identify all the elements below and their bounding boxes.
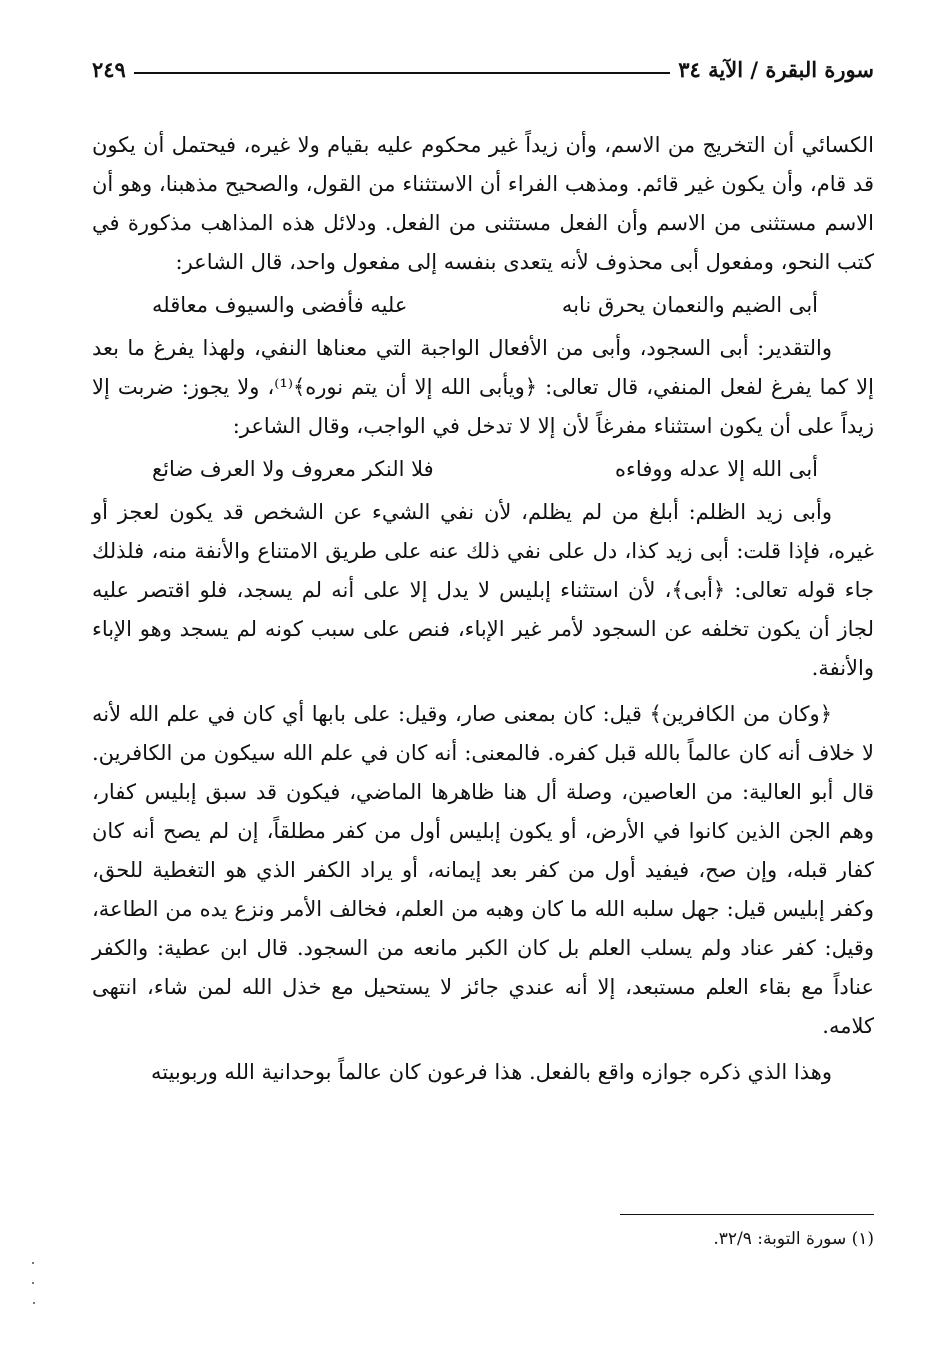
scan-speck bbox=[33, 1302, 35, 1304]
page-number: ٢٤٩ bbox=[92, 56, 126, 82]
paragraph-1: الكسائي أن التخريج من الاسم، وأن زيداً غير محكوم عليه بقيام ولا غيره، فيحتمل أن يكون قد قام، وأن يكون غير قائم. ومذهب الفراء أن الاستثناء من القول، والصحيح مذهبنا، وهو أن الاسم مستثنى من الاسم وأن الفعل مستثنى من الفعل. ودلائل هذه المذاهب مذكورة في كتب النحو، ومفعول أبى محذوف لأنه يتعدى بنفسه إلى مفعول واحد، قال الشاعر: bbox=[92, 133, 874, 274]
scan-speck bbox=[32, 1262, 34, 1264]
verse-1-second-hemistich: عليه فأفضى والسيوف معاقله bbox=[152, 293, 408, 317]
footnote-separator bbox=[620, 1214, 874, 1215]
footnote: (١) سورة التوبة: ٣٢/٩. bbox=[713, 1229, 874, 1249]
header-rule bbox=[134, 72, 670, 74]
paragraph-5: وهذا الذي ذكره جوازه واقع بالفعل. هذا فرعون كان عالماً بوحدانية الله وربوبيته bbox=[151, 1060, 832, 1084]
verse-2-first-hemistich: أبى الله إلا عدله ووفاءه bbox=[615, 457, 818, 481]
poetry-verse-2 bbox=[92, 450, 874, 489]
paragraph-2: والتقدير: أبى السجود، وأبى من الأفعال الواجبة التي معناها النفي، ولهذا يفرغ ما بعد إلا كما يفرغ لفعل المنفي، قال تعالى: ﴿ويأبى الله إلا أن يتم نوره﴾⁽¹⁾، ولا يجوز: ضربت إلا زيداً على أن يكون استثناء مفرغاً لأن إلا لا تدخل في الواجب، وقال الشاعر: bbox=[92, 336, 874, 438]
paragraph-4: ﴿وكان من الكافرين﴾ قيل: كان بمعنى صار، وقيل: على بابها أي كان في علم الله لأنه لا خلاف أنه كان عالماً بالله قبل كفره. فالمعنى: أنه كان في علم الله سيكون من الكافرين. قال أبو العالية: من العاصين، وصلة أل هنا ظاهرها الماضي، فيكون قد سبق إبليس كفار، وهم الجن الذين كانوا في الأرض، أو يكون إبليس أول من كفر مطلقاً، إن لم يصح أنه كان كفار قبله، وإن صح، فيفيد أول من كفر بعد إيمانه، أو يراد الكفر الذي هو التغطية للحق، وكفر إبليس قيل: جهل سلبه الله ما كان وهبه من العلم، فخالف الأمر ونزع يده من الطاعة، وقيل: كفر عناد ولم يسلب العلم بل كان الكبر مانعه من السجود. قال ابن عطية: والكفر عناداً مع بقاء العلم مستبعد، إلا أنه عندي جائز لا يستحيل مع خذل الله لمن شاء، انتهى كلامه. bbox=[92, 702, 874, 1038]
main-text bbox=[92, 126, 874, 1092]
verse-2-second-hemistich: فلا النكر معروف ولا العرف ضائع bbox=[152, 457, 434, 481]
scan-speck bbox=[32, 1282, 34, 1284]
paragraph-3: وأبى زيد الظلم: أبلغ من لم يظلم، لأن نفي الشيء عن الشخص قد يكون لعجز أو غيره، فإذا قلت: أبى زيد كذا، دل على نفي ذلك عنه على طريق الامتناع والأنفة منه، فلذلك جاء قوله تعالى: ﴿أبى﴾، لأن استثناء إبليس لا يدل إلا على أنه لم يسجد، فلو اقتصر عليه لجاز أن يكون تخلفه عن السجود لأمر غير الإباء، فنص على سبب كونه لم يسجد وهو الإباء والأنفة. bbox=[92, 500, 874, 680]
verse-1-first-hemistich: أبى الضيم والنعمان يحرق نابه bbox=[561, 293, 818, 317]
poetry-verse-1 bbox=[92, 286, 874, 325]
running-header bbox=[92, 52, 874, 86]
header-title: سورة البقرة / الآية ٣٤ bbox=[678, 56, 874, 82]
